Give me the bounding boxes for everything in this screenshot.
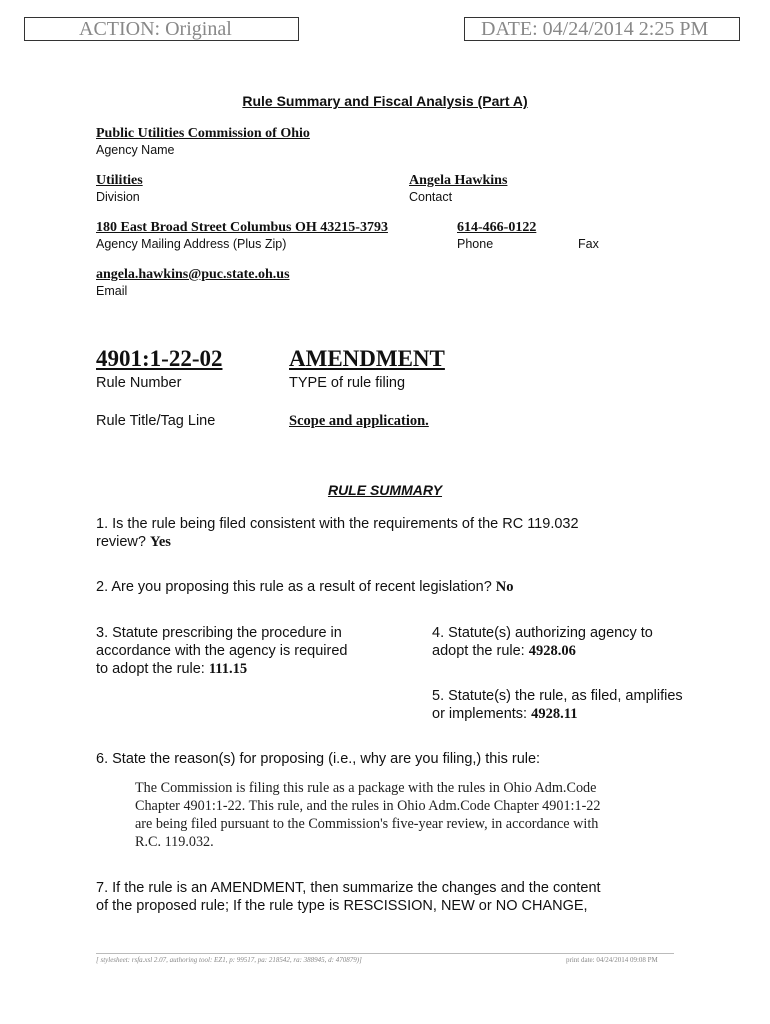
fax-label: Fax [578,237,599,251]
question-3-answer: 111.15 [208,661,248,677]
question-4-line-2 [432,642,752,660]
question-6-answer-line: R.C. 119.032. [135,834,214,850]
action-label: ACTION: Original [79,18,232,40]
question-5-line-2 [432,705,752,723]
question-7-line-2: of the proposed rule; If the rule type is RESCISSION, NEW or NO CHANGE, [96,898,588,914]
question-6-answer [135,779,715,851]
mailing-address-label: Agency Mailing Address (Plus Zip) [96,237,287,251]
footer-divider [96,953,674,954]
rule-title-label: Rule Title/Tag Line [96,413,216,429]
phone-number: 614-466-0122 [457,220,537,235]
rule-number-label: Rule Number [96,375,182,391]
question-6-answer-line: The Commission is filing this rule as a package with the rules in Ohio Adm.Code [135,780,597,796]
contact-label: Contact [409,190,453,204]
question-3 [96,624,416,678]
question-1 [96,515,696,551]
rule-number: 4901:1-22-02 [96,346,223,371]
rule-type-label: TYPE of rule filing [289,375,406,391]
rule-summary-heading: RULE SUMMARY [327,482,443,498]
email-address: angela.hawkins@puc.state.oh.us [96,267,290,282]
question-6-answer-line: are being filed pursuant to the Commission's five-year review, in accordance with [135,816,599,832]
question-6: 6. State the reason(s) for proposing (i.e., why are you filing,) this rule: [96,751,541,767]
question-1-answer: Yes [150,534,171,550]
question-7-line-1: 7. If the rule is an AMENDMENT, then summarize the changes and the content [96,880,601,896]
agency-name: Public Utilities Commission of Ohio [96,126,310,141]
footer-print-date: print date: 04/24/2014 09:08 PM [566,956,658,964]
question-3-text: to adopt the rule: [96,661,205,677]
question-1-text: review? [96,534,146,550]
question-2-answer: No [495,579,514,595]
question-1-line-1: 1. Is the rule being filed consistent with the requirements of the RC 119.032 [96,516,579,532]
question-3-line-2: accordance with the agency is required [96,643,348,659]
agency-name-label: Agency Name [96,143,175,157]
phone-label: Phone [457,237,494,251]
page-title: Rule Summary and Fiscal Analysis (Part A) [242,93,528,109]
question-1-line-2 [96,533,696,551]
question-4-line-1: 4. Statute(s) authorizing agency to [432,625,653,641]
question-2 [96,578,696,596]
rule-type: AMENDMENT [289,346,445,371]
question-5-answer: 4928.11 [531,706,578,722]
question-2-text: 2. Are you proposing this rule as a result of recent legislation? [96,579,492,595]
action-box [24,17,299,41]
date-box [464,17,740,41]
date-label: DATE: 04/24/2014 2:25 PM [481,18,709,40]
question-5-text: or implements: [432,706,528,722]
question-7 [96,879,736,915]
question-4-text: adopt the rule: [432,643,525,659]
rule-title: Scope and application. [289,413,429,429]
question-3-line-1: 3. Statute prescribing the procedure in [96,625,342,641]
mailing-address: 180 East Broad Street Columbus OH 43215-3793 [96,220,388,235]
question-5-line-1: 5. Statute(s) the rule, as filed, amplifies [432,688,683,704]
question-6-answer-line: Chapter 4901:1-22. This rule, and the rules in Ohio Adm.Code Chapter 4901:1-22 [135,798,601,814]
question-5 [432,687,752,723]
division-label: Division [96,190,140,204]
division-name: Utilities [96,173,143,188]
contact-name: Angela Hawkins [409,173,508,188]
email-label: Email [96,284,128,298]
question-3-line-3 [96,660,416,678]
question-4 [432,624,752,660]
question-4-answer: 4928.06 [528,643,576,659]
footer-stylesheet-info: [ stylesheet: rsfa.xsl 2.07, authoring tool: EZ1, p: 99517, pa: 218542, ra: 388945, d: 470879)] [96,956,362,964]
